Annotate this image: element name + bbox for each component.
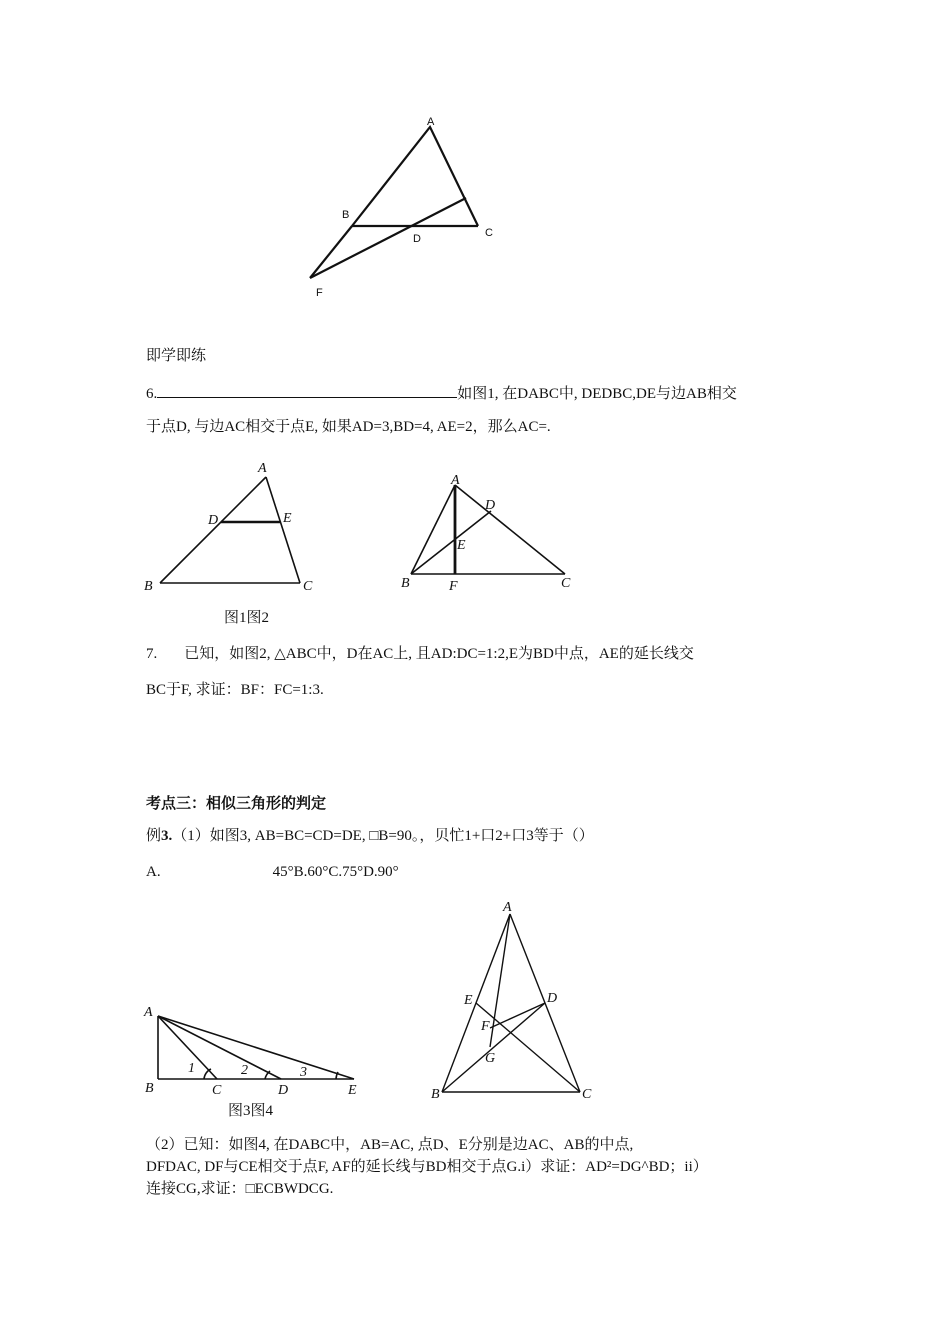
question-text: 如图1, 在DABC中, DEDBC,DE与边AB相交 [457, 386, 737, 402]
label-D: D [208, 513, 219, 528]
angle-label-2: 2 [241, 1063, 248, 1078]
figure-1 [140, 458, 320, 598]
label-E: E [464, 993, 473, 1008]
figure-2 [395, 470, 585, 598]
label-B: B [145, 1081, 154, 1096]
label-F: F [481, 1019, 490, 1034]
label-D: D [278, 1083, 289, 1098]
label-C: C [485, 227, 493, 239]
figure-4 [425, 898, 600, 1103]
part-2-line3: 连接CG,求证：□ECBWDCG. [146, 1181, 334, 1197]
question-7-line2: BC于F, 求证：BF：FC=1:3. [146, 682, 324, 698]
top-line-fd [310, 198, 466, 278]
option-a: A. [146, 864, 161, 880]
question-6-line1 [146, 382, 737, 404]
question-7-line1 [146, 644, 694, 664]
answer-blank [157, 382, 457, 398]
part-2-line1: （2）已知：如图4, 在DABC中，AB=AC, 点D、E分别是边AC、AB的中点, [146, 1137, 634, 1153]
label-C: C [561, 576, 571, 591]
question-number: 6. [146, 386, 158, 402]
label-B: B [144, 579, 153, 594]
label-G: G [485, 1051, 496, 1066]
figure-top-triangle [300, 110, 500, 305]
question-number: 7. [146, 646, 158, 662]
label-A: A [451, 473, 460, 488]
label-A: A [258, 461, 267, 476]
label-D: D [413, 233, 421, 245]
example-number: 3. [161, 828, 173, 844]
label-D: D [547, 991, 558, 1006]
question-text: 已知，如图2, △ABC中，D在AC上, 且AD:DC=1:2,E为BD中点，AE的延长线交 [184, 646, 694, 662]
label-E: E [457, 538, 466, 553]
section-heading: 考点三：相似三角形的判定 [146, 795, 327, 812]
angle-label-1: 1 [188, 1061, 195, 1076]
angle-label-3: 3 [300, 1065, 307, 1080]
label-A: A [144, 1005, 153, 1020]
label-F: F [316, 287, 323, 299]
example-3-options [146, 862, 399, 882]
figure-3 [140, 1000, 370, 1100]
label-B: B [342, 209, 350, 221]
label-A: A [503, 900, 512, 915]
label-F: F [449, 579, 458, 594]
label-C: C [212, 1083, 222, 1098]
label-E: E [348, 1083, 357, 1098]
example-text: （1）如图3, AB=BC=CD=DE, □B=90。，贝忙1+口2+口3等于（） [172, 828, 594, 844]
option-values: 45°B.60°C.75°D.90° [272, 864, 399, 880]
part-2-line2: DFDAC, DF与CE相交于点F, AF的延长线与BD相交于点G.i）求证：AD²=DG^BD；ii） [146, 1159, 708, 1175]
label-B: B [401, 576, 410, 591]
question-6-line2: 于点D, 与边AC相交于点E, 如果AD=3,BD=4, AE=2，那么AC=. [146, 419, 551, 435]
top-extension-bf [310, 226, 352, 278]
label-B: B [431, 1087, 440, 1102]
example-prefix: 例 [146, 828, 162, 844]
caption-figures-3-4: 图3图4 [228, 1103, 274, 1119]
label-E: E [283, 511, 292, 526]
label-D: D [485, 498, 496, 513]
top-sides [352, 127, 478, 226]
section-label: 即学即练 [146, 348, 207, 364]
example-3-line [146, 826, 594, 846]
caption-figures-1-2: 图1图2 [224, 610, 270, 626]
label-C: C [303, 579, 313, 594]
label-C: C [582, 1087, 592, 1102]
label-A: A [427, 116, 435, 128]
